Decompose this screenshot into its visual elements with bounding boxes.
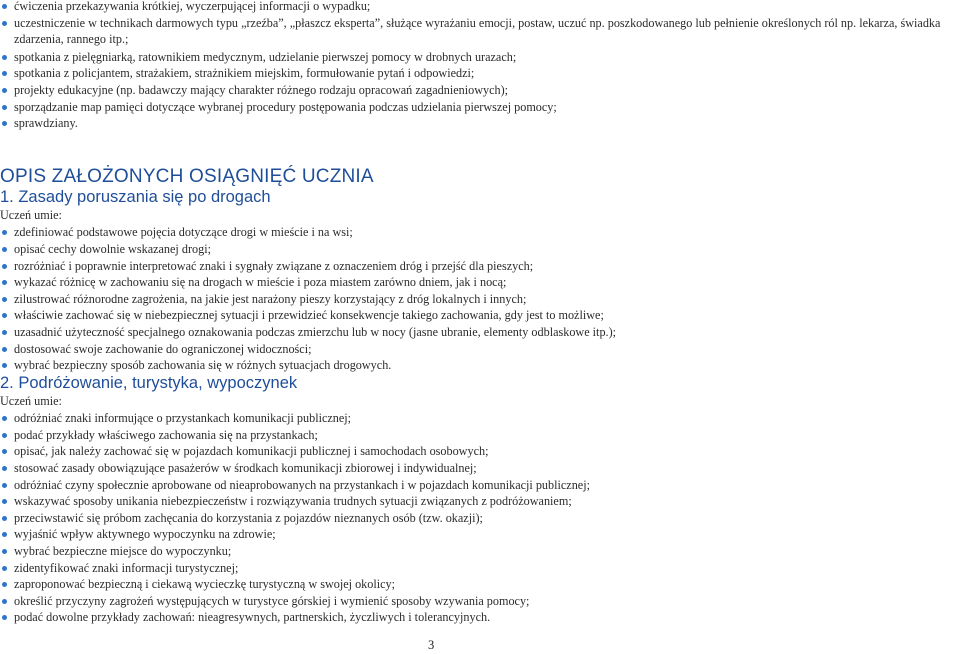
list-item: podać dowolne przykłady zachowań: nieagresywnych, partnerskich, życzliwych i tolerancyjnych. [0,609,960,626]
list-item: uzasadnić użyteczność specjalnego oznakowania podczas zmierzchu lub w nocy (jasne ubranie, elementy odblaskowe itp.); [0,324,960,341]
list-item: zdefiniować podstawowe pojęcia dotyczące drogi w mieście i na wsi; [0,224,960,241]
list-item: dostosować swoje zachowanie do ograniczonej widoczności; [0,341,960,358]
list-item: spotkania z pielęgniarką, ratownikiem medycznym, udzielanie pierwszej pomocy w drobnych urazach; [0,49,960,66]
section-2-list [0,410,960,626]
list-item: przeciwstawić się próbom zachęcania do korzystania z pojazdów nieznanych osób (tzw. okazji); [0,510,960,527]
page-number: 3 [428,638,435,652]
list-item: opisać, jak należy zachować się w pojazdach komunikacji publicznej i samochodach osobowych; [0,443,960,460]
section-intro: Uczeń umie: [0,207,62,222]
list-item: opisać cechy dowolnie wskazanej drogi; [0,241,960,258]
list-item: określić przyczyny zagrożeń występujących w turystyce górskiej i wymienić sposoby wzywania pomocy; [0,593,960,610]
list-item: wybrać bezpieczne miejsce do wypoczynku; [0,543,960,560]
list-item: zidentyfikować znaki informacji turystycznej; [0,560,960,577]
list-item: projekty edukacyjne (np. badawczy mający charakter różnego rodzaju opracowań zagadnieniowych); [0,82,960,99]
list-item: wybrać bezpieczny sposób zachowania się w różnych sytuacjach drogowych. [0,357,960,374]
list-item: zaproponować bezpieczną i ciekawą wycieczkę turystyczną w swojej okolicy; [0,576,960,593]
list-item: stosować zasady obowiązujące pasażerów w środkach komunikacji zbiorowej i indywidualnej; [0,460,960,477]
list-item: zilustrować różnorodne zagrożenia, na jakie jest narażony pieszy korzystający z dróg lokalnych i innych; [0,291,960,308]
list-item: spotkania z policjantem, strażakiem, strażnikiem miejskim, formułowanie pytań i odpowiedzi; [0,65,960,82]
section-intro: Uczeń umie: [0,393,62,408]
section-title: 2. Podróżowanie, turystyka, wypoczynek [0,373,298,392]
section-title: 1. Zasady poruszania się po drogach [0,187,271,206]
section-1-list [0,224,960,373]
list-item: wykazać różnicę w zachowaniu się na drogach w mieście i poza miastem zarówno dniem, jak i nocą; [0,274,960,291]
list-item: uczestniczenie w technikach darmowych typu „rzeźba”, „płaszcz eksperta”, służące wyrażaniu emocji, postaw, uczuć np. poszkodowanego lub pełnienie określonych ról np. lekarza, świadka [0,15,960,32]
list-item: odróżniać czyny społecznie aprobowane od nieaprobowanych na przystankach i w pojazdach komunikacji publicznej; [0,477,960,494]
main-heading: OPIS ZAŁOŻONYCH OSIĄGNIĘĆ UCZNIA [0,165,374,187]
list-item: rozróżniać i poprawnie interpretować znaki i sygnały związane z oznaczeniem dróg i przejść dla pieszych; [0,258,960,275]
list-item-continuation: zdarzenia, rannego itp.; [14,32,129,47]
list-item: sprawdziany. [0,115,960,132]
intro-list [0,0,960,31]
list-item: ćwiczenia przekazywania krótkiej, wyczerpującej informacji o wypadku; [0,0,960,15]
list-item: wyjaśnić wpływ aktywnego wypoczynku na zdrowie; [0,526,960,543]
intro-list-b [0,49,960,132]
list-item: właściwie zachować się w niebezpiecznej sytuacji i przewidzieć konsekwencje takiego zachowania, gdy jest to możliwe; [0,307,960,324]
list-item: odróżniać znaki informujące o przystankach komunikacji publicznej; [0,410,960,427]
list-item: wskazywać sposoby unikania niebezpieczeństw i rozwiązywania trudnych sytuacji związanych z podróżowaniem; [0,493,960,510]
list-item: sporządzanie map pamięci dotyczące wybranej procedury postępowania podczas udzielania pierwszej pomocy; [0,99,960,116]
list-item: podać przykłady właściwego zachowania się na przystankach; [0,427,960,444]
